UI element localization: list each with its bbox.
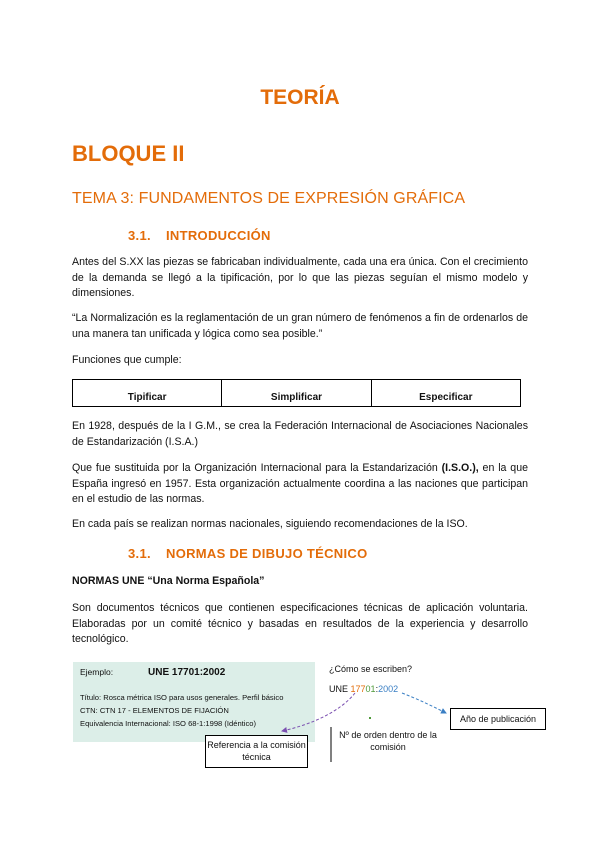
code-committee: 177 [350, 684, 366, 694]
section-title: INTRODUCCIÓN [166, 228, 271, 243]
function-cell-tipificar: Tipificar [73, 380, 222, 407]
code-year: 2002 [378, 684, 399, 694]
code-separator: : [375, 684, 379, 694]
une-heading: NORMAS UNE “Una Norma Española” [72, 575, 265, 587]
diagram-question: ¿Cómo se escriben? [329, 664, 413, 674]
example-label: Ejemplo: [80, 667, 114, 677]
block-heading: BLOQUE II [72, 141, 185, 166]
paragraph-une: Son documentos técnicos que contienen especificaciones técnicas de aplicación voluntaria. Elaboradas por un comité técnico y basadas en resultados de la experiencia y desarrollo tecnológico. [72, 602, 528, 646]
paragraph-iso-text-end: en la que España ingresó en 1957. Esta organización actualmente coordina a las naciones que participan en el estudio de las normas. [72, 462, 528, 506]
arrow-year [402, 693, 446, 713]
topic-heading: TEMA 3: FUNDAMENTOS DE EXPRESIÓN GRÁFICA [72, 190, 466, 207]
year-label-box: Año de publicación [450, 708, 546, 730]
example-code: UNE 17701:2002 [148, 667, 226, 678]
paragraph-history: Antes del S.XX las piezas se fabricaban individualmente, cada una era única. Con el crecimiento de la demanda se llegó a la tipificación, por lo que las piezas seguían el mismo modelo y dimensiones. [72, 256, 528, 300]
function-cell-especificar: Especificar [371, 380, 520, 407]
order-label: Nº de orden dentro de la comisión [339, 730, 437, 752]
paragraph-functions-intro: Funciones que cumple: [72, 354, 182, 366]
code-order: 01 [365, 684, 376, 694]
arrow-committee [282, 693, 355, 731]
paragraph-national: En cada país se realizan normas nacionales, siguiendo recomendaciones de la ISO. [72, 518, 468, 530]
code-prefix: UNE [329, 684, 351, 694]
section-number: 3.1. [128, 228, 151, 243]
paragraph-definition: “La Normalización es la reglamentación de un gran número de fenómenos a fin de ordenarlos de una manera tan unificada y lógica como sea posible.” [72, 312, 528, 340]
section-number: 3.1. [128, 546, 151, 561]
example-equivalence-line: Equivalencia Internacional: ISO 68-1:1998 (Idéntico) [80, 719, 257, 728]
committee-label-box: Referencia a la comisión técnica [205, 735, 308, 768]
example-ctn-line: CTN: CTN 17 - ELEMENTOS DE FIJACIÓN [80, 706, 229, 715]
paragraph-iso-text: Que fue sustituida por la Organización Internacional para la Estandarización [72, 462, 442, 474]
paragraph-isa: En 1928, después de la I G.M., se crea la Federación Internacional de Asociaciones Nacionales de Estandarización (I.S.A.) [72, 420, 528, 448]
paragraph-iso-bold: (I.S.O.), [441, 462, 479, 474]
example-title-line: Título: Rosca métrica ISO para usos generales. Perfil básico [80, 693, 284, 702]
section-title: NORMAS DE DIBUJO TÉCNICO [166, 546, 368, 561]
function-cell-simplificar: Simplificar [222, 380, 371, 407]
page-title: TEORÍA [260, 86, 340, 109]
